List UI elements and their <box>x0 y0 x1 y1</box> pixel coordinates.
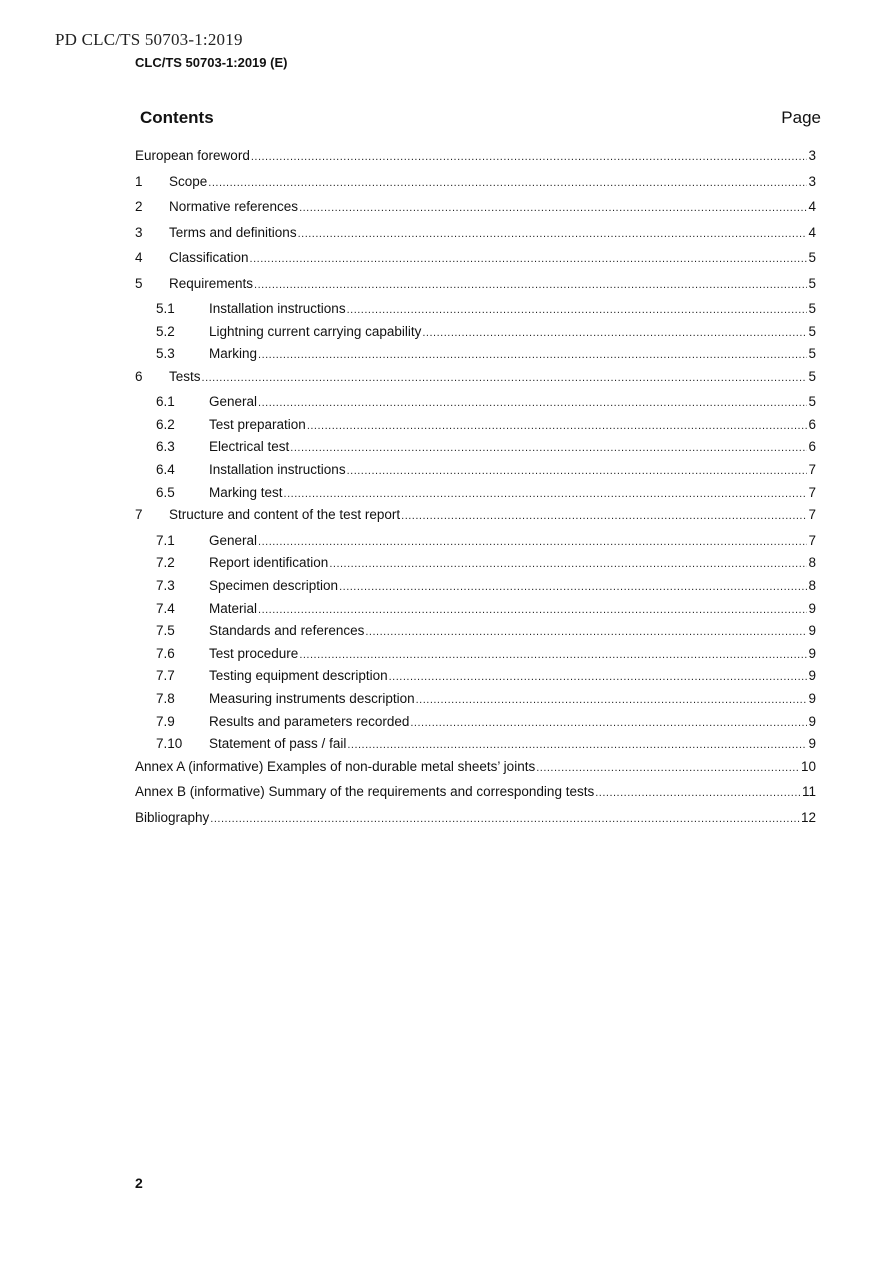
dot-leader <box>290 439 807 458</box>
toc-entry-title: Statement of pass / fail <box>209 736 347 752</box>
toc-entry-number: 7.2 <box>156 555 175 571</box>
dot-leader <box>250 250 808 269</box>
toc-entry-title: Bibliography <box>135 809 210 825</box>
toc-entry[interactable] <box>135 553 816 576</box>
toc-entry-number: 7.8 <box>156 690 175 706</box>
toc-entry-title: Report identification <box>209 555 329 571</box>
dot-leader <box>258 346 807 365</box>
toc-entry-number: 7.9 <box>156 713 175 729</box>
toc-entry[interactable] <box>135 197 816 223</box>
toc-entry-title: Marking <box>209 346 258 362</box>
toc-entry-title: Results and parameters recorded <box>209 713 410 729</box>
toc-entry-title: Annex A (informative) Examples of non-durable metal sheets’ joints <box>135 758 536 774</box>
dot-leader <box>401 507 807 526</box>
toc-entry-page: 7 <box>808 532 816 548</box>
page-number: 2 <box>135 1175 143 1191</box>
toc-entry[interactable] <box>135 367 816 393</box>
dot-leader <box>422 324 807 343</box>
dot-leader <box>416 691 808 710</box>
toc-entry-title: Material <box>209 600 258 616</box>
toc-entry-page: 4 <box>808 224 816 240</box>
toc-entry[interactable] <box>135 392 816 415</box>
toc-entry-number: 7.5 <box>156 623 175 639</box>
toc-entry-page: 5 <box>808 301 816 316</box>
toc-entry-title: Annex B (informative) Summary of the requirements and corresponding tests <box>135 784 595 800</box>
toc-entry-title: Lightning current carrying capability <box>209 323 422 339</box>
toc-entry-page: 9 <box>808 713 816 729</box>
toc-entry-title: Test procedure <box>209 645 299 661</box>
toc-entry[interactable] <box>135 415 816 438</box>
toc-entry[interactable] <box>135 483 816 506</box>
dot-leader <box>347 301 808 320</box>
toc-entry-title: Installation instructions <box>209 301 346 316</box>
dot-leader <box>339 578 807 597</box>
toc-entry-page: 8 <box>808 577 816 593</box>
toc-entry-number: 6.2 <box>156 416 175 432</box>
dot-leader <box>251 148 808 167</box>
toc-entry[interactable] <box>135 689 816 712</box>
dot-leader <box>298 225 808 244</box>
toc-entry-number: 7.6 <box>156 645 175 661</box>
document-reference: CLC/TS 50703-1:2019 (E) <box>135 55 288 70</box>
toc-entry-number: 2 <box>135 199 143 214</box>
toc-entry-page: 5 <box>808 250 816 265</box>
toc-entry-title: Measuring instruments description <box>209 690 415 706</box>
toc-entry-title: Installation instructions <box>209 462 346 478</box>
dot-leader <box>365 623 807 642</box>
toc-entry[interactable] <box>135 437 816 460</box>
toc-entry-page: 10 <box>800 758 816 774</box>
toc-entry-title: Structure and content of the test report <box>169 507 401 523</box>
toc-entry-page: 9 <box>808 645 816 661</box>
toc-entry-number: 1 <box>135 173 143 189</box>
dot-leader <box>536 759 800 778</box>
toc-entry-number: 4 <box>135 250 143 265</box>
toc-entry-number: 5 <box>135 275 143 291</box>
dot-leader <box>299 646 807 665</box>
toc-entry-page: 9 <box>808 736 816 752</box>
document-identifier: PD CLC/TS 50703-1:2019 <box>55 30 243 49</box>
toc-entry-page: 4 <box>808 199 816 214</box>
toc-entry-page: 7 <box>808 462 816 478</box>
toc-entry-page: 5 <box>808 323 816 339</box>
toc-entry[interactable] <box>135 223 816 249</box>
toc-entry-title: Marking test <box>209 484 283 500</box>
toc-entry[interactable] <box>135 808 816 834</box>
dot-leader <box>202 369 808 388</box>
toc-entry-page: 6 <box>808 439 816 455</box>
toc-entry-title: General <box>209 394 258 410</box>
table-of-contents <box>135 146 816 833</box>
dot-leader <box>410 714 807 733</box>
toc-entry-page: 5 <box>808 368 816 384</box>
toc-entry-title: Classification <box>169 250 249 265</box>
toc-entry-page: 11 <box>801 784 816 800</box>
toc-entry[interactable] <box>135 666 816 689</box>
toc-entry-number: 7.10 <box>156 736 183 752</box>
toc-entry-title: General <box>209 532 258 548</box>
toc-entry-page: 12 <box>800 809 816 825</box>
toc-entry-number: 7.7 <box>156 668 175 684</box>
toc-entry[interactable] <box>135 712 816 735</box>
toc-entry-title: Terms and definitions <box>169 224 297 240</box>
toc-entry[interactable] <box>135 599 816 622</box>
toc-entry-page: 5 <box>808 394 816 410</box>
toc-entry[interactable] <box>135 782 816 808</box>
toc-entry-page: 8 <box>808 555 816 571</box>
toc-entry[interactable] <box>135 621 816 644</box>
toc-entry[interactable] <box>135 248 816 274</box>
toc-entry[interactable] <box>135 505 816 531</box>
toc-entry-page: 7 <box>808 507 816 523</box>
contents-heading: Contents <box>140 108 214 127</box>
toc-entry[interactable] <box>135 172 816 198</box>
dot-leader <box>208 174 807 193</box>
dot-leader <box>210 810 800 829</box>
toc-entry-number: 7.3 <box>156 577 175 593</box>
dot-leader <box>347 462 808 481</box>
dot-leader <box>595 784 801 803</box>
toc-entry[interactable] <box>135 757 816 783</box>
toc-entry[interactable] <box>135 460 816 483</box>
toc-entry-title: Requirements <box>169 275 254 291</box>
toc-entry-page: 9 <box>808 668 816 684</box>
toc-entry-number: 5.1 <box>156 301 175 316</box>
dot-leader <box>284 485 808 504</box>
toc-entry-number: 7.1 <box>156 532 175 548</box>
toc-entry-page: 3 <box>808 148 816 163</box>
toc-entry[interactable] <box>135 274 816 300</box>
toc-entry[interactable] <box>135 299 816 322</box>
toc-entry-title: Scope <box>169 173 208 189</box>
toc-entry-number: 5.3 <box>156 346 175 362</box>
toc-entry-number: 7 <box>135 507 143 523</box>
toc-entry-title: Specimen description <box>209 577 339 593</box>
dot-leader <box>329 555 807 574</box>
toc-entry-number: 6 <box>135 368 143 384</box>
dot-leader <box>254 276 807 295</box>
toc-entry[interactable] <box>135 734 816 757</box>
dot-leader <box>258 394 807 413</box>
toc-entry[interactable] <box>135 322 816 345</box>
toc-entry-number: 6.3 <box>156 439 175 455</box>
dot-leader <box>258 533 807 552</box>
toc-entry-number: 6.1 <box>156 394 175 410</box>
toc-entry-page: 5 <box>808 346 816 362</box>
dot-leader <box>307 417 808 436</box>
toc-entry-title: Electrical test <box>209 439 290 455</box>
toc-entry[interactable] <box>135 531 816 554</box>
toc-entry-title: European foreword <box>135 148 250 163</box>
toc-entry-page: 9 <box>808 623 816 639</box>
toc-entry-title: Testing equipment description <box>209 668 388 684</box>
toc-entry[interactable] <box>135 644 816 667</box>
toc-entry[interactable] <box>135 576 816 599</box>
toc-entry-page: 5 <box>808 275 816 291</box>
toc-entry-title: Test preparation <box>209 416 306 432</box>
dot-leader <box>299 199 807 218</box>
toc-entry-number: 6.4 <box>156 462 175 478</box>
dot-leader <box>389 668 808 687</box>
dot-leader <box>347 736 807 755</box>
toc-entry-title: Tests <box>169 368 201 384</box>
toc-entry-page: 9 <box>808 690 816 706</box>
toc-entry-title: Standards and references <box>209 623 365 639</box>
page-column-heading: Page <box>781 108 821 127</box>
toc-entry-number: 5.2 <box>156 323 175 339</box>
toc-entry-page: 7 <box>808 484 816 500</box>
toc-entry[interactable] <box>135 146 816 172</box>
dot-leader <box>258 601 807 620</box>
toc-entry-number: 7.4 <box>156 600 175 616</box>
toc-entry-number: 3 <box>135 224 143 240</box>
toc-entry-number: 6.5 <box>156 484 175 500</box>
toc-entry[interactable] <box>135 344 816 367</box>
toc-entry-page: 3 <box>808 173 816 189</box>
toc-entry-page: 9 <box>808 600 816 616</box>
toc-entry-title: Normative references <box>169 199 299 214</box>
toc-entry-page: 6 <box>808 416 816 432</box>
